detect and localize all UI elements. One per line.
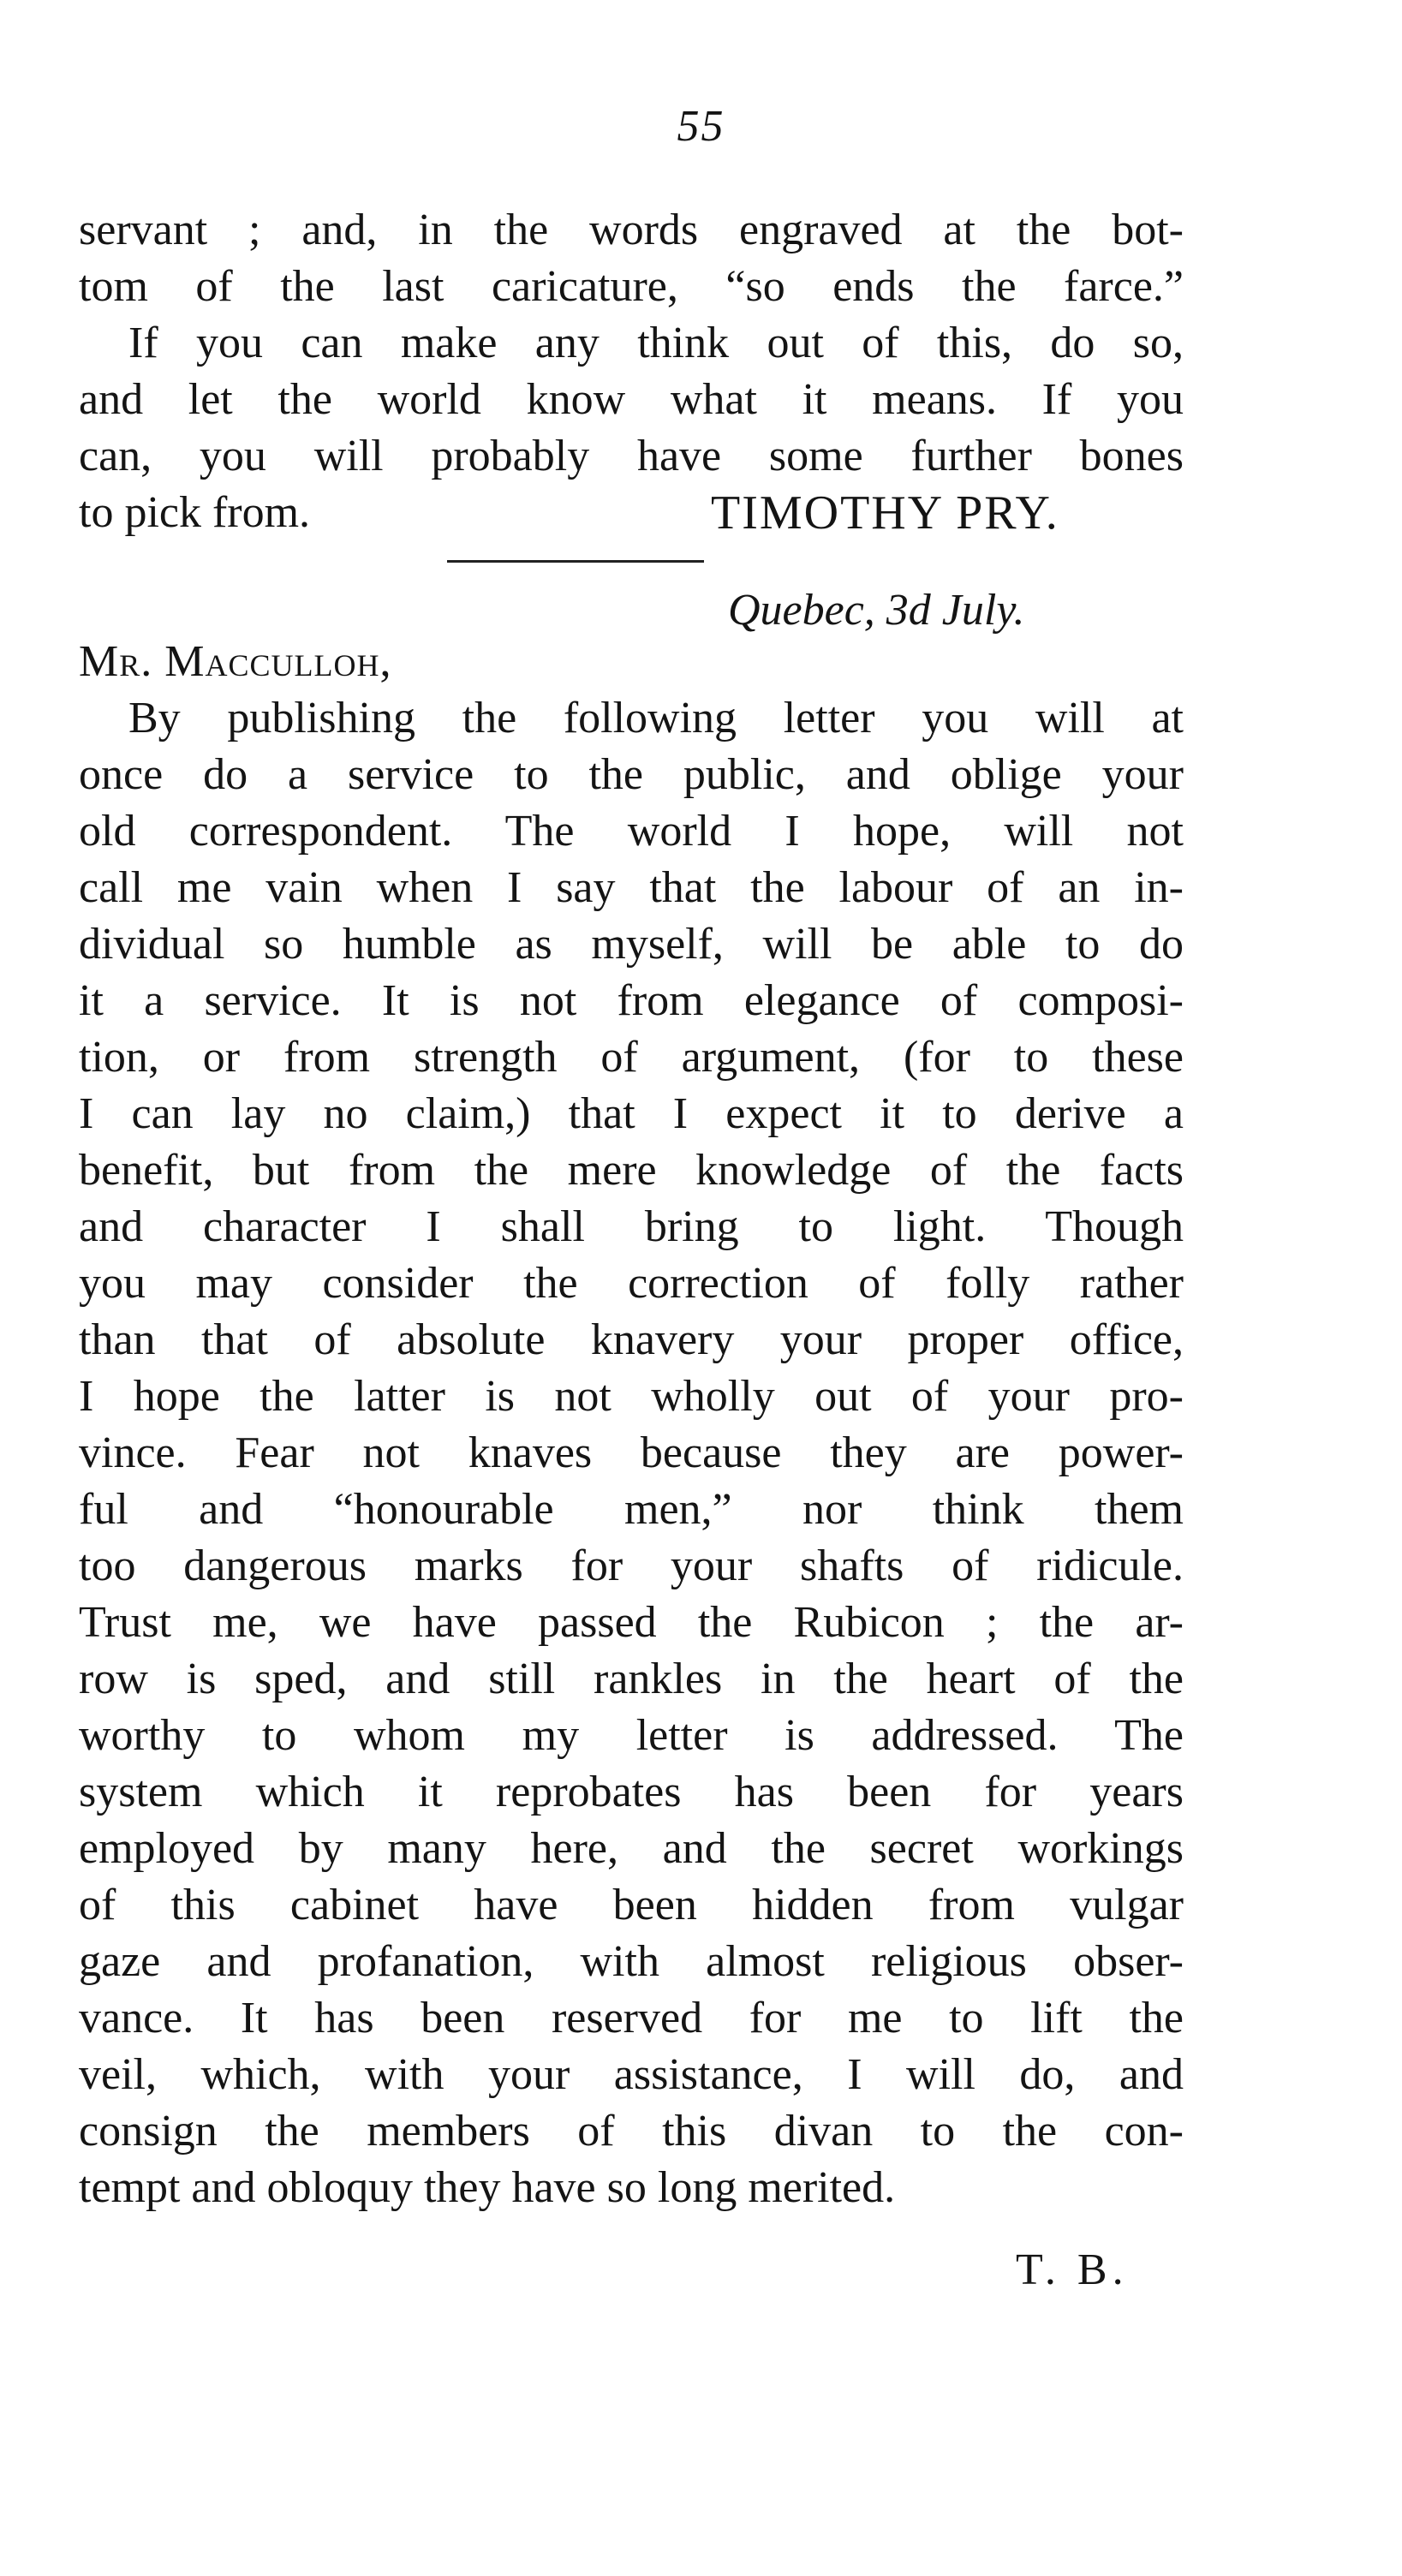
text-line: of this cabinet have been hidden from vulgar <box>79 1881 1184 1929</box>
text-line: tempt and obloquy they have so long merited. <box>79 2163 896 2212</box>
text-line: dividual so humble as myself, will be able to do <box>79 920 1184 969</box>
text-line: call me vain when I say that the labour of an in- <box>79 863 1184 912</box>
signature: TIMOTHY PRY. <box>711 486 1059 540</box>
text-line: veil, which, with your assistance, I will do, and <box>79 2050 1184 2099</box>
closing-initials: T. B. <box>1016 2245 1129 2294</box>
page-number: 55 <box>677 102 725 151</box>
text-line: vince. Fear not knaves because they are power- <box>79 1428 1184 1477</box>
text-line: vance. It has been reserved for me to lift the <box>79 1994 1184 2042</box>
text-line: you may consider the correction of folly rather <box>79 1259 1184 1308</box>
text-line: worthy to whom my letter is addressed. The <box>79 1711 1184 1760</box>
text-line: too dangerous marks for your shafts of ridicule. <box>79 1541 1184 1590</box>
text-line: old correspondent. The world I hope, will not <box>79 807 1184 856</box>
text-line: row is sped, and still rankles in the heart of the <box>79 1655 1184 1703</box>
text-line: tion, or from strength of argument, (for to these <box>79 1033 1184 1082</box>
text-line: employed by many here, and the secret workings <box>79 1824 1184 1873</box>
text-line: than that of absolute knavery your proper office, <box>79 1315 1184 1364</box>
text-line: gaze and profanation, with almost religious obser- <box>79 1937 1184 1986</box>
text-line: and character I shall bring to light. Though <box>79 1202 1184 1251</box>
text-line: it a service. It is not from elegance of composi- <box>79 976 1184 1025</box>
text-line: If you can make any think out of this, do so, <box>128 319 1184 367</box>
text-line: can, you will probably have some further bones <box>79 432 1184 480</box>
text-line: I can lay no claim,) that I expect it to derive a <box>79 1089 1184 1138</box>
text-line: I hope the latter is not wholly out of your pro- <box>79 1372 1184 1421</box>
text-line: consign the members of this divan to the con- <box>79 2107 1184 2156</box>
text-line: By publishing the following letter you will at <box>128 694 1184 742</box>
text-line: system which it reprobates has been for years <box>79 1768 1184 1816</box>
section-divider <box>447 560 704 563</box>
text-line: tom of the last caricature, “so ends the farce.” <box>79 262 1184 311</box>
text-line: benefit, but from the mere knowledge of the facts <box>79 1146 1184 1195</box>
text-line: Trust me, we have passed the Rubicon ; the ar- <box>79 1598 1184 1647</box>
text-line: and let the world know what it means. If you <box>79 375 1184 424</box>
text-line: once do a service to the public, and oblige your <box>79 750 1184 799</box>
text-line: to pick from. <box>79 488 311 537</box>
salutation: Mr. Macculloh, <box>79 637 392 686</box>
text-line: ful and “honourable men,” nor think them <box>79 1485 1184 1534</box>
text-line: servant ; and, in the words engraved at the bot- <box>79 206 1184 254</box>
dateline: Quebec, 3d July. <box>728 586 1025 635</box>
